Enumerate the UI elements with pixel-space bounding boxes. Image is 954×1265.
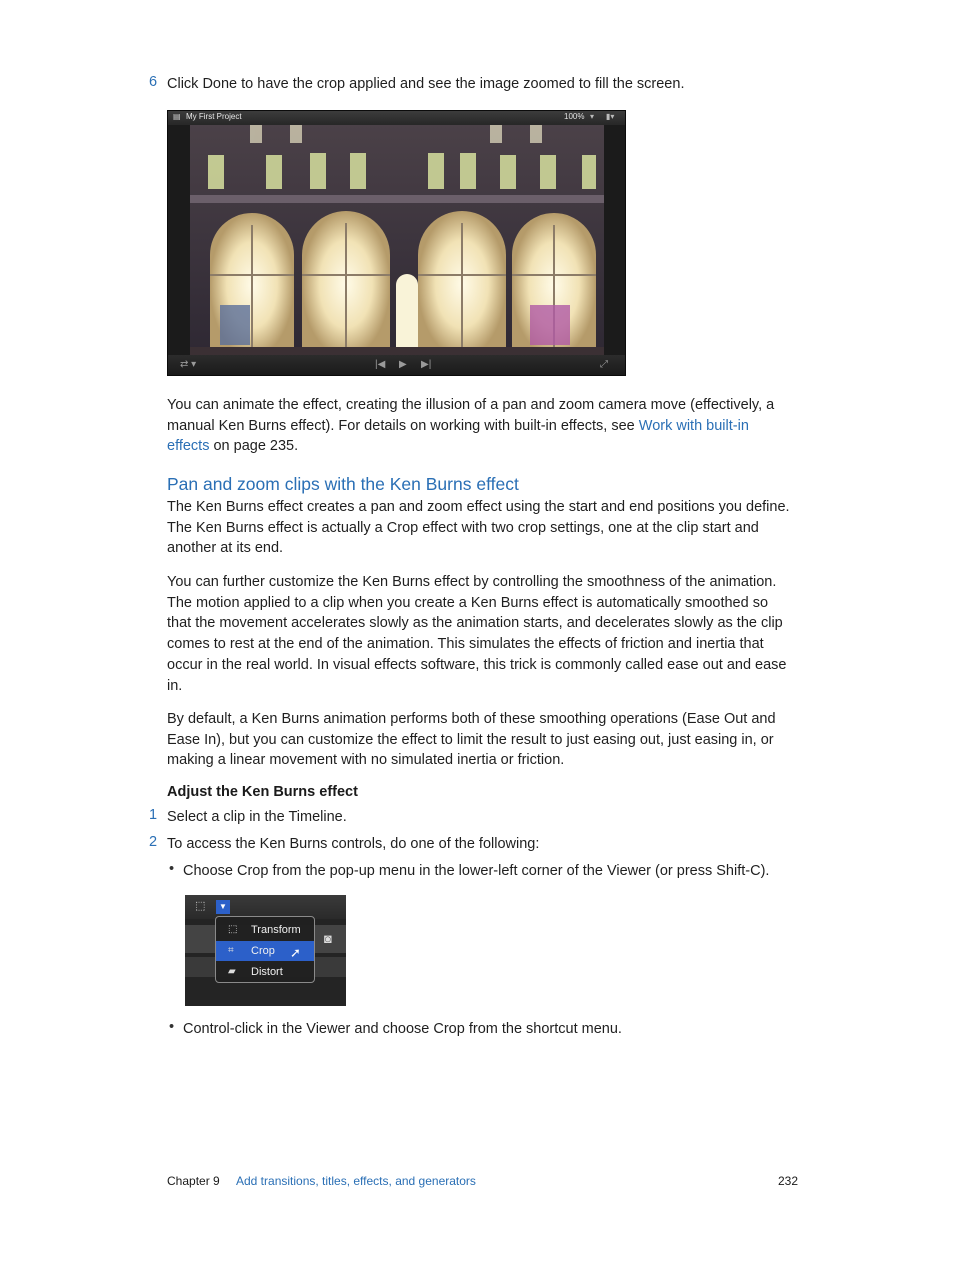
step-text: Click Done to have the crop applied and see the image zoomed to fill the screen. <box>167 76 685 92</box>
zoom-level[interactable]: 100% <box>564 112 585 121</box>
step-text: Select a clip in the Timeline. <box>167 809 347 825</box>
step-number: 6 <box>149 74 158 90</box>
viewer-image <box>190 125 604 357</box>
film-icon: ▤ <box>173 112 181 121</box>
footer-chapter: Chapter 9 <box>167 1174 220 1188</box>
transform-icon: ⬚ <box>228 924 238 935</box>
step-text: To access the Ken Burns controls, do one of the following: <box>167 836 540 852</box>
zoom-arrow-icon[interactable]: ▾ <box>590 112 595 121</box>
section-paragraph-2: You can further customize the Ken Burns effect by controlling the smoothness of the animation. The motion applied to a clip when you create a Ken Burns effect is automatically smoothed so that the movement accelerates slowly as the animation starts, and decelerates slowly as the clip comes to rest at the end of the animation. This simulates the effects of friction and inertia that occur in the real world. In visual effects software, this trick is commonly called ease out and ease in. <box>167 574 787 694</box>
bullet-glyph: • <box>169 861 175 877</box>
camera-icon: ◙ <box>324 931 332 946</box>
shortcut-menu <box>215 916 315 983</box>
distort-icon: ▰ <box>228 966 236 977</box>
viewer-control-bar <box>168 355 625 375</box>
section-paragraph-1: The Ken Burns effect creates a pan and zoom effect using the start and end positions you define. The Ken Burns effect is actually a Crop effect with two crop settings, one at the clip start and another at its end. <box>167 499 790 557</box>
bullet-text: Control-click in the Viewer and choose Crop from the shortcut menu. <box>183 1021 622 1037</box>
step-number: 1 <box>149 807 158 823</box>
crop-mode-icon[interactable]: ⇄ ▾ <box>180 359 197 370</box>
bullet-text: Choose Crop from the pop-up menu in the lower-left corner of the Viewer (or press Shift-C). <box>183 863 770 879</box>
chevron-down-icon[interactable]: ▼ <box>216 900 230 914</box>
task-title: Adjust the Ken Burns effect <box>167 784 358 800</box>
bullet-glyph: • <box>169 1019 175 1035</box>
intro-paragraph: You can animate the effect, creating the illusion of a pan and zoom camera move (effectively, a manual Ken Burns effect). For details on working with built-in effects, see Work with built-in effects on page 235. <box>167 397 775 455</box>
page-number: 232 <box>778 1174 799 1188</box>
go-to-start-icon[interactable]: |◀ <box>375 359 386 370</box>
footer-chapter-link[interactable]: Add transitions, titles, effects, and generators <box>236 1174 476 1188</box>
building-photo <box>190 125 604 357</box>
play-icon[interactable]: ▶ <box>399 359 407 370</box>
work-with-effects-link[interactable]: Work with built-in effects <box>167 417 749 455</box>
transform-mode-icon[interactable]: ⬚ <box>195 900 206 912</box>
cursor-icon: ➚ <box>290 945 301 960</box>
popup-menu-screenshot <box>185 895 346 1006</box>
menu-item-distort[interactable]: ▰ Distort <box>216 962 314 982</box>
go-to-end-icon[interactable]: ▶| <box>421 359 432 370</box>
menu-item-transform[interactable]: ⬚ Transform <box>216 920 314 940</box>
step-number: 2 <box>149 834 158 850</box>
view-options-icon[interactable]: ▮▾ <box>606 112 615 121</box>
section-paragraph-3: By default, a Ken Burns animation performs both of these smoothing operations (Ease Out and Ease In), but you can customize the effect to limit the result to just easing out, just easing in, or making a linear movement with no simulated inertia or friction. <box>167 711 776 769</box>
viewer-title: My First Project <box>186 112 242 121</box>
fullscreen-icon[interactable]: ⤢ <box>600 359 608 370</box>
menu-item-crop[interactable]: ⌗ Crop ➚ <box>216 941 314 961</box>
crop-icon: ⌗ <box>228 945 234 956</box>
viewer-title-bar <box>168 111 625 125</box>
viewer-screenshot <box>167 110 626 376</box>
section-heading: Pan and zoom clips with the Ken Burns effect <box>167 474 519 494</box>
